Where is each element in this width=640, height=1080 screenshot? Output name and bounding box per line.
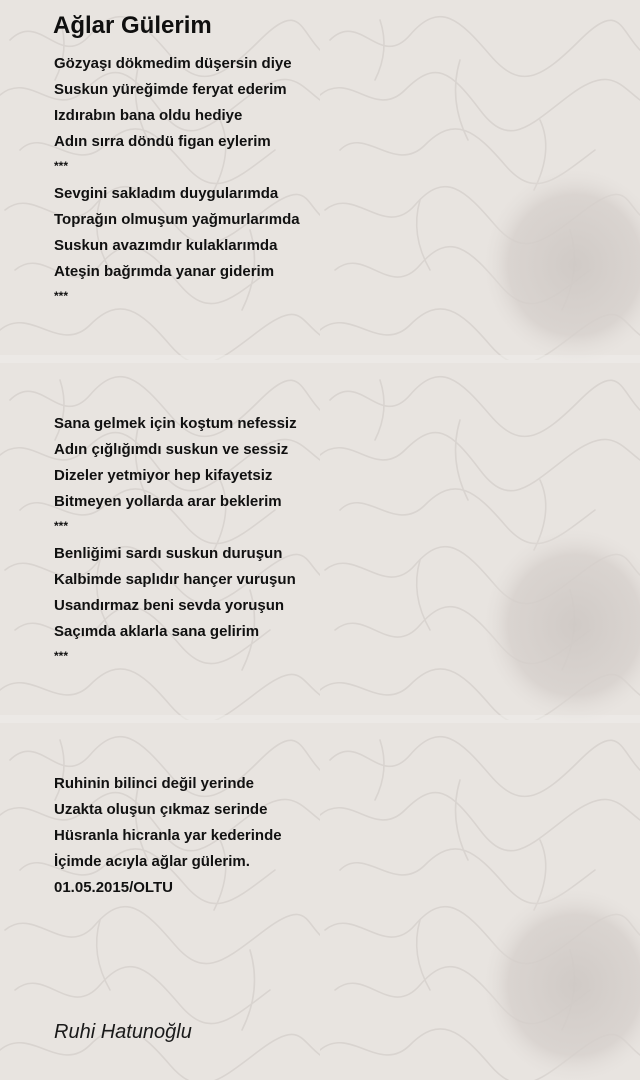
poem-line: Benliğimi sardı suskun duruşun <box>54 545 283 562</box>
poem-line: Bitmeyen yollarda arar beklerim <box>54 493 282 510</box>
poem-line: Sana gelmek için koştum nefessiz <box>54 415 297 432</box>
poem-line: Uzakta oluşun çıkmaz serinde <box>54 801 268 818</box>
stanza-separator: *** <box>54 649 69 663</box>
poem-line: Usandırmaz beni sevda yoruşun <box>54 597 285 614</box>
poem-line: Kalbimde saplıdır hançer vuruşun <box>54 571 296 588</box>
stanza-separator: *** <box>54 289 69 303</box>
poem-line: Adın çığlığımdı suskun ve sessiz <box>54 441 289 458</box>
poem-line: Hüsranla hicranla yar kederinde <box>54 827 282 844</box>
poem-line: Dizeler yetmiyor hep kifayetsiz <box>54 467 273 484</box>
poem-line: Suskun avazımdır kulaklarımda <box>54 237 278 254</box>
poem-title: Ağlar Gülerim <box>53 12 212 39</box>
poem-line: Adın sırra döndü figan eylerim <box>54 133 271 150</box>
poem-line: Saçımda aklarla sana gelirim <box>54 623 260 640</box>
stanza-separator: *** <box>54 159 69 173</box>
poem-date-place: 01.05.2015/OLTU <box>54 879 173 896</box>
poem-stanza-2 <box>54 411 297 671</box>
poem-stanza-1 <box>54 51 300 311</box>
stanza-separator: *** <box>54 519 69 533</box>
poem-line: Ateşin bağrımda yanar giderim <box>54 263 275 280</box>
poem-author: Ruhi Hatunoğlu <box>54 1021 192 1043</box>
poem-line: Izdırabın bana oldu hediye <box>54 107 243 124</box>
poem-line: Ruhinin bilinci değil yerinde <box>54 775 255 792</box>
poem-line: Gözyaşı dökmedim düşersin diye <box>54 55 292 72</box>
poem-line: İçimde acıyla ağlar gülerim. <box>54 853 250 870</box>
poem-stanza-3 <box>54 771 282 901</box>
poem-line: Toprağın olmuşum yağmurlarımda <box>54 211 300 228</box>
poem-line: Sevgini sakladım duygularımda <box>54 185 279 202</box>
poem-line: Suskun yüreğimde feryat ederim <box>54 81 287 98</box>
